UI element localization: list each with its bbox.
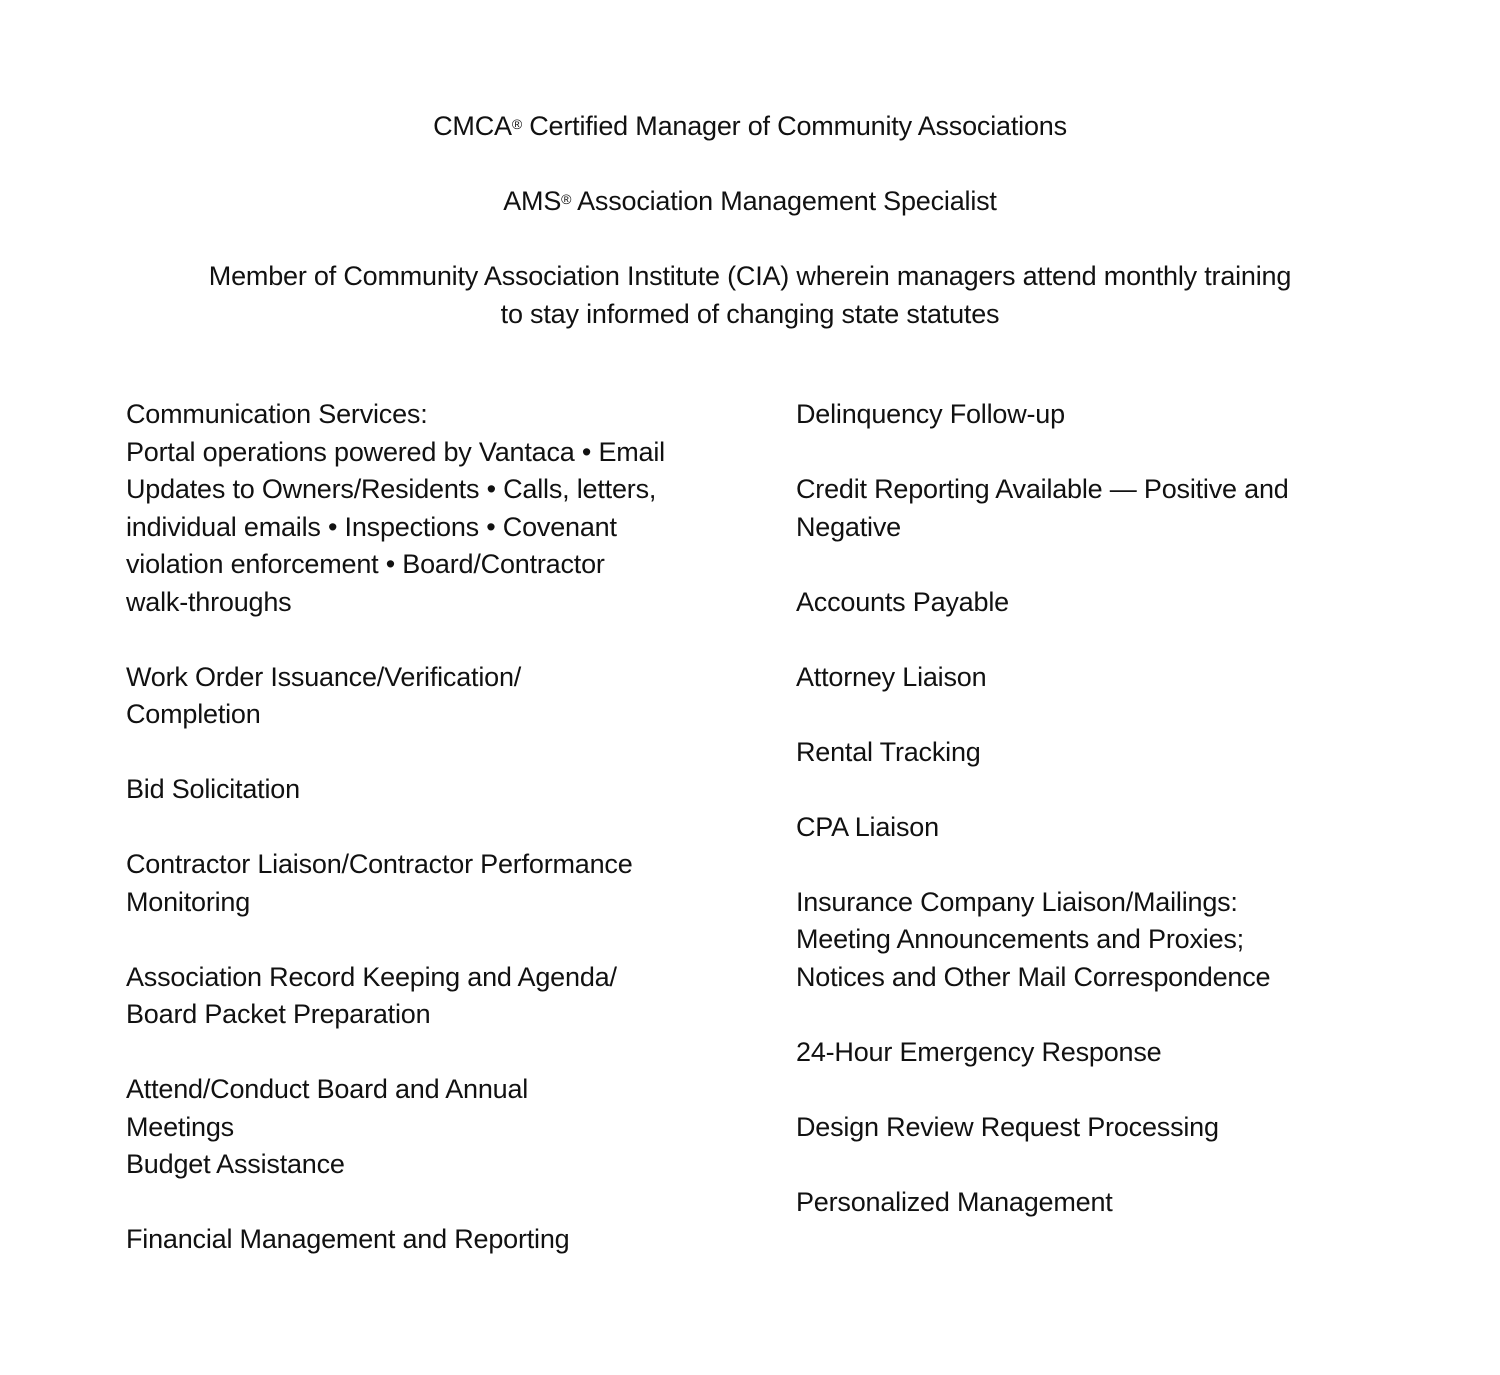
communication-services bbox=[126, 396, 746, 621]
credential-ams-text: Association Management Specialist bbox=[571, 186, 997, 216]
communication-services-heading: Communication Services: bbox=[126, 399, 428, 429]
service-rental-tracking: Rental Tracking bbox=[796, 736, 981, 767]
service-record-keeping: Association Record Keeping and Agenda/ Board Packet Preparation bbox=[126, 961, 617, 1029]
service-delinquency: Delinquency Follow-up bbox=[796, 399, 1065, 429]
credential-cmca-text: Certified Manager of Community Associations bbox=[521, 111, 1067, 141]
membership-statement bbox=[0, 258, 1500, 333]
service-insurance-liaison: Insurance Company Liaison/Mailings: Meeting Announcements and Proxies; Notices and Other Mail Correspondence bbox=[796, 886, 1271, 992]
service-budget-assistance: Budget Assistance bbox=[126, 1149, 345, 1179]
communication-services-body: Portal operations powered by Vantaca • Email Updates to Owners/Residents • Calls, letters, individual emails • Inspections • Covenant violation enforcement • Board/Contractor walk-throughs bbox=[126, 436, 665, 617]
credential-ams bbox=[0, 183, 1500, 221]
services-right-column bbox=[796, 396, 1396, 1259]
service-financial-management: Financial Management and Reporting bbox=[126, 1224, 570, 1254]
service-emergency-response: 24-Hour Emergency Response bbox=[796, 1036, 1162, 1067]
service-personalized-management: Personalized Management bbox=[796, 1186, 1113, 1217]
registered-mark: ® bbox=[561, 191, 572, 207]
service-work-order: Work Order Issuance/Verification/ Completion bbox=[126, 661, 522, 729]
registered-mark: ® bbox=[511, 116, 522, 132]
service-contractor-liaison: Contractor Liaison/Contractor Performance Monitoring bbox=[126, 849, 633, 917]
service-attorney-liaison: Attorney Liaison bbox=[796, 661, 987, 692]
credential-ams-abbr: AMS bbox=[503, 186, 562, 216]
service-accounts-payable: Accounts Payable bbox=[796, 586, 1009, 617]
membership-line-2: to stay informed of changing state statutes bbox=[500, 298, 1000, 329]
service-cpa-liaison: CPA Liaison bbox=[796, 811, 939, 842]
service-meetings: Attend/Conduct Board and Annual Meetings bbox=[126, 1074, 529, 1142]
service-credit-reporting: Credit Reporting Available — Positive and Negative bbox=[796, 474, 1289, 542]
membership-line-1: Member of Community Association Institute (CIA) wherein managers attend monthly training bbox=[208, 261, 1292, 291]
services-left-column bbox=[126, 396, 746, 1296]
credential-cmca-abbr: CMCA bbox=[433, 111, 512, 141]
service-bid-solicitation: Bid Solicitation bbox=[126, 774, 300, 804]
credential-cmca bbox=[0, 108, 1500, 146]
service-design-review: Design Review Request Processing bbox=[796, 1111, 1219, 1142]
